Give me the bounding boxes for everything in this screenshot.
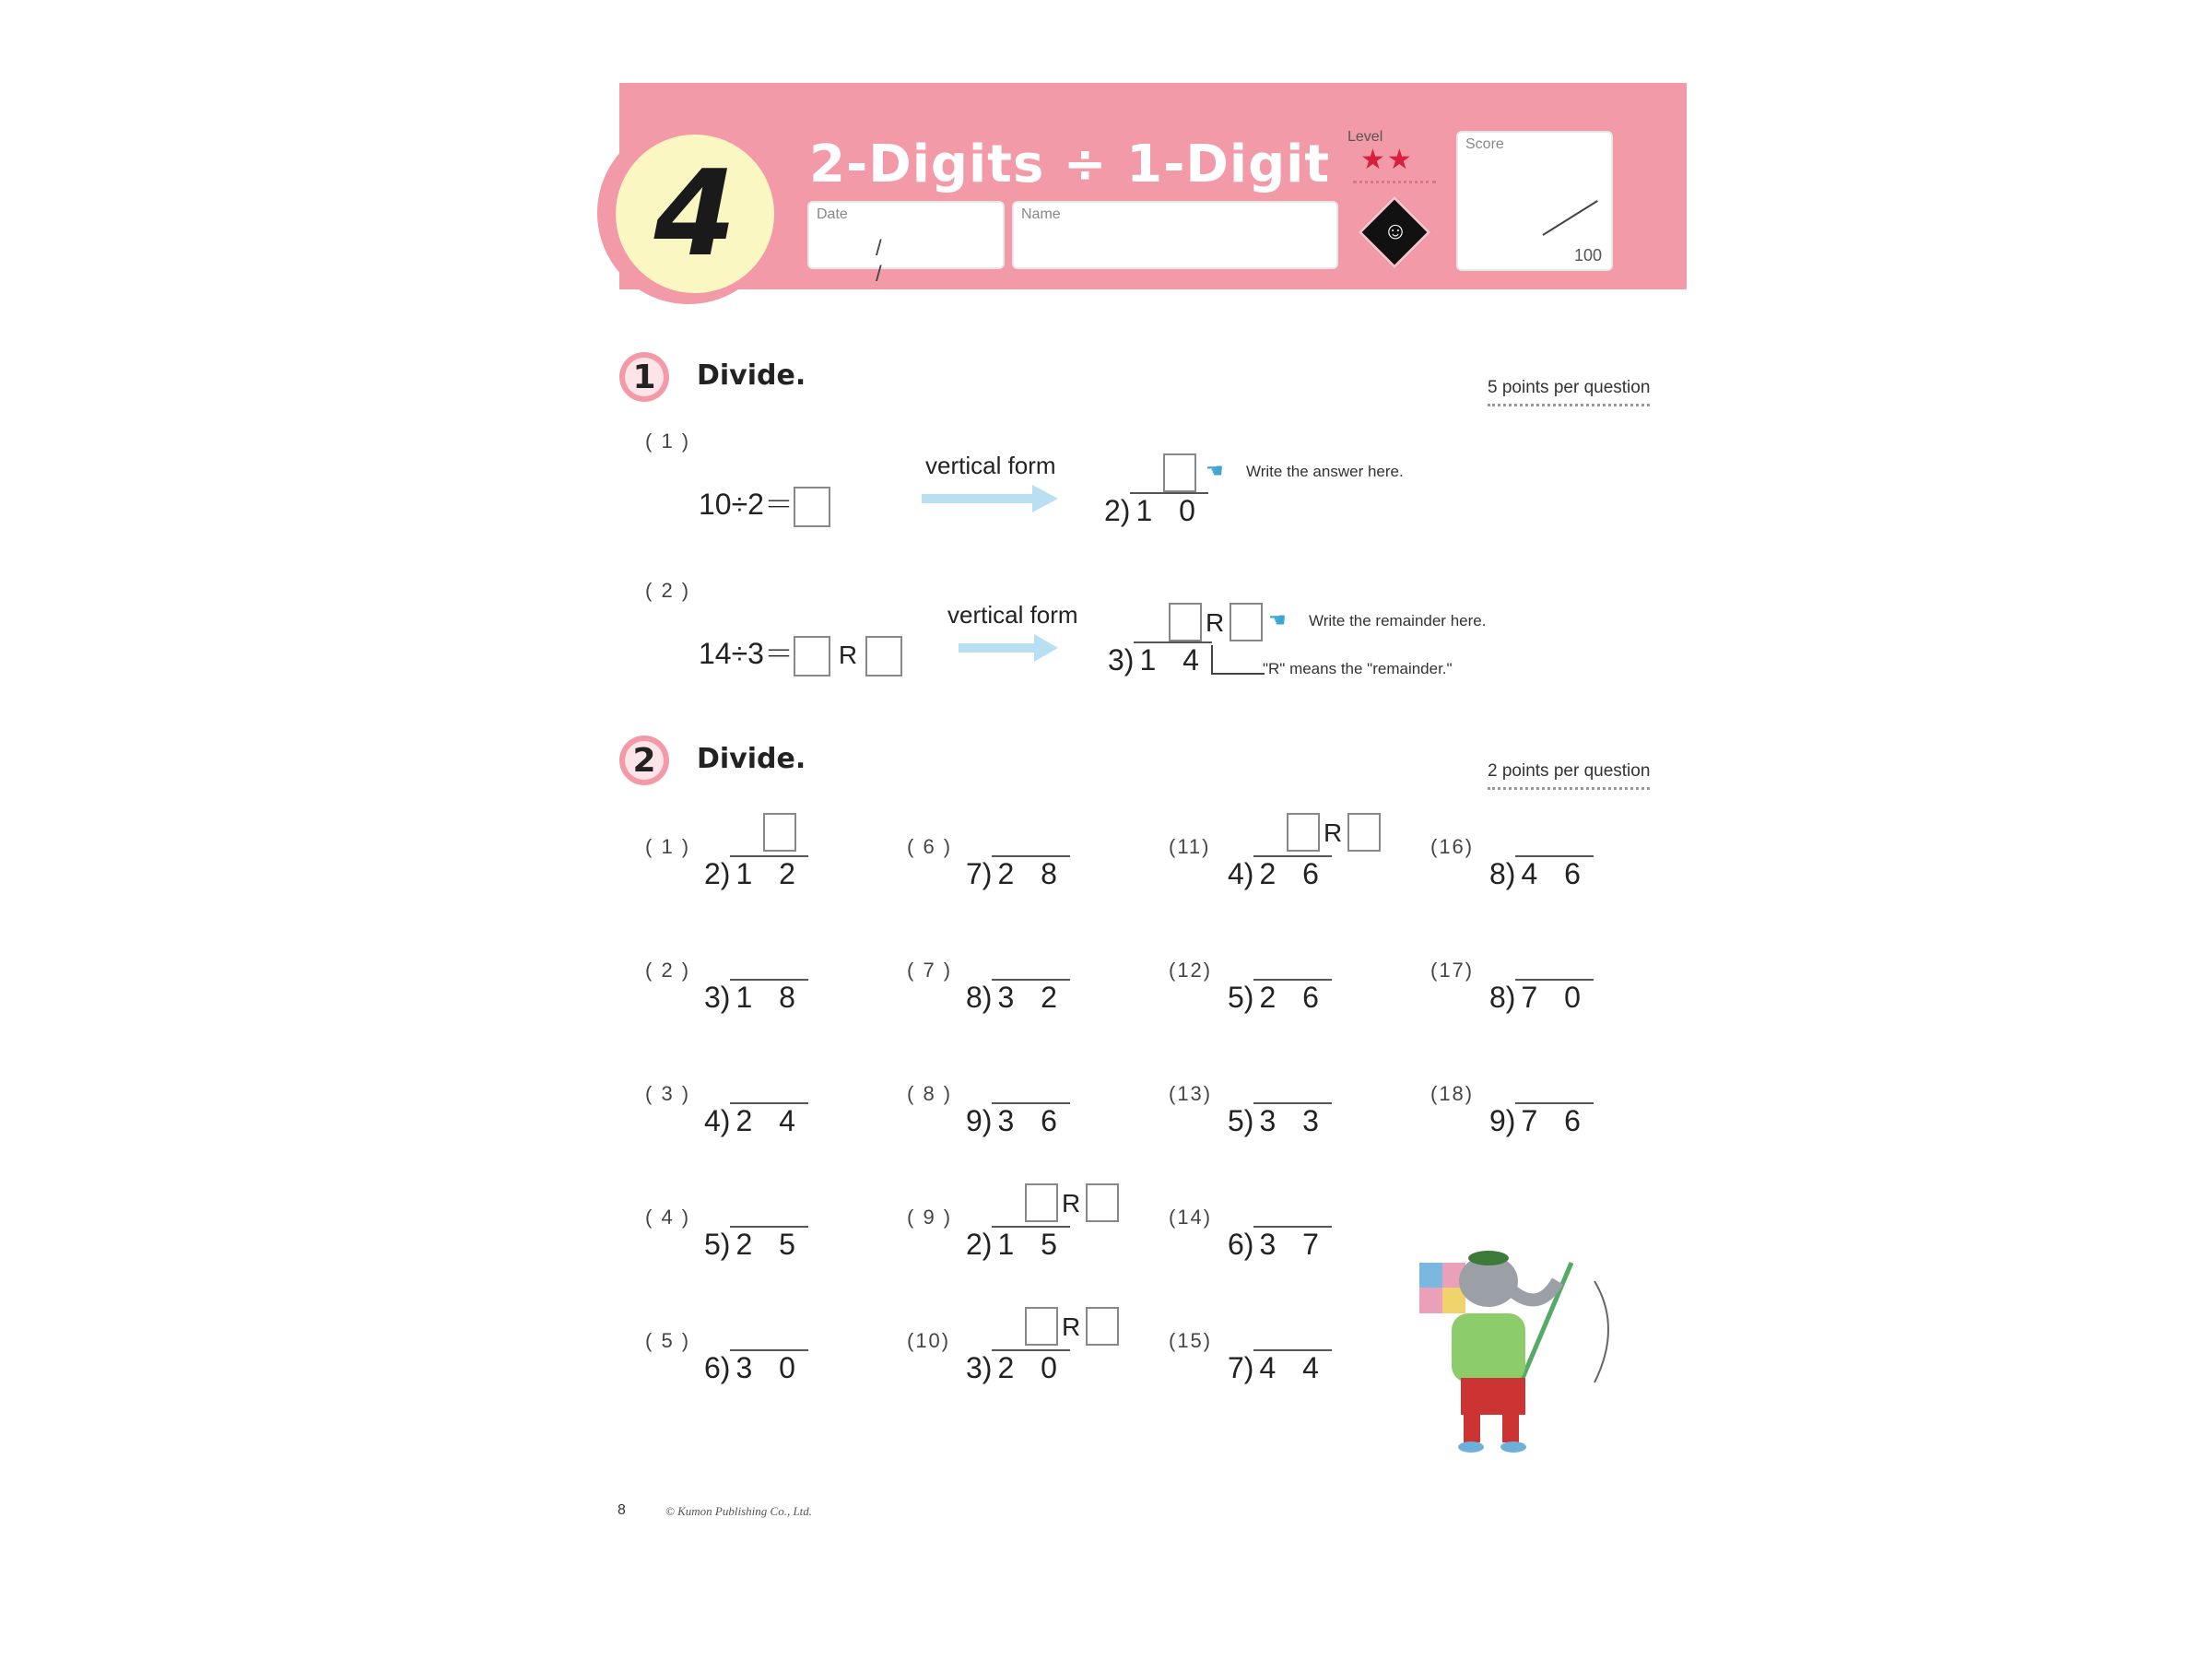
arrow-label: vertical form — [925, 452, 1056, 479]
section-2-title: Divide. — [697, 743, 806, 775]
division-bracket: ) — [982, 1104, 993, 1137]
remainder-box[interactable] — [1086, 1307, 1119, 1346]
right-arrow-icon — [922, 483, 1060, 521]
remainder-box[interactable] — [1230, 603, 1263, 641]
section-2-badge — [619, 735, 669, 785]
division-bracket: ) — [1243, 1228, 1254, 1261]
problem-label: (14) — [1169, 1206, 1213, 1229]
division-bracket: ) — [982, 981, 993, 1014]
level-stars-icon: ★★ — [1360, 145, 1414, 175]
divisor: 5 — [704, 1228, 721, 1261]
arrow-label: vertical form — [947, 601, 1078, 629]
score-fraction-line — [1542, 200, 1597, 236]
divisor: 3 — [1108, 643, 1124, 677]
remainder-box[interactable] — [1086, 1183, 1119, 1222]
divisor: 9 — [966, 1104, 982, 1137]
long-division: 3) 1 4 — [1108, 641, 1212, 677]
division-bracket: ) — [982, 1351, 993, 1384]
answer-note: Write the answer here. — [1246, 463, 1404, 480]
problem-label: (13) — [1169, 1082, 1213, 1105]
division-bracket: ) — [982, 857, 993, 890]
problem-label: (16) — [1430, 835, 1475, 858]
divisor: 5 — [1228, 981, 1244, 1014]
dividend: 1 5 — [992, 1226, 1069, 1261]
division-bracket: ) — [1243, 981, 1254, 1014]
date-slashes: / / — [876, 236, 928, 287]
page-number: 8 — [618, 1502, 626, 1518]
dividend: 3 6 — [992, 1102, 1069, 1137]
division-bracket: ) — [1505, 1104, 1516, 1137]
divisor: 4 — [1228, 857, 1244, 890]
name-label: Name — [1021, 206, 1061, 222]
dividend: 3 2 — [992, 979, 1069, 1014]
division-bracket: ) — [720, 1228, 731, 1261]
divisor: 7 — [966, 857, 982, 890]
long-division — [704, 979, 808, 1015]
problem-label: (10) — [907, 1329, 951, 1352]
problem-label: ( 2 ) — [645, 959, 691, 982]
long-division: 2) 1 0 — [1104, 492, 1208, 528]
section-1-number: 1 — [625, 358, 664, 396]
level-divider — [1353, 181, 1436, 183]
dividend: 1 0 — [1130, 492, 1207, 527]
dividend: 3 3 — [1253, 1102, 1331, 1137]
name-field[interactable] — [1012, 201, 1338, 269]
dividend: 4 6 — [1515, 855, 1593, 890]
level-label: Level — [1347, 129, 1383, 145]
quotient-box[interactable] — [1025, 1307, 1058, 1346]
long-division — [1489, 979, 1594, 1015]
division-bracket: ) — [1243, 1351, 1254, 1384]
problem-label: (17) — [1430, 959, 1475, 982]
remainder-label: R — [838, 641, 858, 669]
divisor: 3 — [966, 1351, 982, 1384]
division-bracket: ) — [1505, 981, 1516, 1014]
long-division — [966, 1226, 1070, 1262]
divisor: 6 — [1228, 1228, 1244, 1261]
division-bracket: ) — [1505, 857, 1516, 890]
divisor: 2 — [704, 857, 721, 890]
remainder-label: R — [1062, 1312, 1081, 1341]
long-division — [1228, 855, 1332, 891]
dividend: 3 0 — [730, 1349, 807, 1384]
problem-label: ( 1 ) — [645, 429, 691, 453]
date-field[interactable] — [807, 201, 1005, 287]
dividend: 4 4 — [1253, 1349, 1331, 1384]
dividend: 2 6 — [1253, 855, 1331, 890]
dividend: 2 0 — [992, 1349, 1069, 1384]
section-1-title: Divide. — [697, 359, 806, 392]
problem-label: (11) — [1169, 835, 1211, 858]
long-division — [704, 855, 808, 891]
dividend: 3 7 — [1253, 1226, 1331, 1261]
problem-label: ( 6 ) — [907, 835, 953, 858]
answer-box[interactable] — [794, 636, 830, 677]
division-bracket: ) — [1243, 1104, 1254, 1137]
remainder-label: R — [1324, 818, 1343, 847]
mascot-face-icon: ☺ — [1382, 217, 1408, 244]
section-1-points: 5 points per question — [1488, 378, 1650, 406]
dividend: 2 5 — [730, 1226, 807, 1261]
long-division — [1228, 1349, 1332, 1385]
divisor: 3 — [704, 981, 721, 1014]
divisor: 2 — [966, 1228, 982, 1261]
answer-box[interactable] — [794, 487, 830, 527]
score-label: Score — [1465, 136, 1504, 152]
problem-label: ( 8 ) — [907, 1082, 953, 1105]
divisor: 7 — [1228, 1351, 1244, 1384]
horizontal-equation — [699, 481, 830, 527]
problem-label: ( 9 ) — [907, 1206, 953, 1229]
quotient-box[interactable] — [1169, 603, 1202, 641]
page-title: 2-Digits ÷ 1-Digit — [809, 135, 1331, 194]
division-bracket: ) — [720, 857, 731, 890]
divisor: 8 — [1489, 857, 1506, 890]
dividend: 2 4 — [730, 1102, 807, 1137]
elephant-illustration — [1410, 1226, 1622, 1470]
dividend: 7 0 — [1515, 979, 1593, 1014]
long-division — [1228, 979, 1332, 1015]
pointing-hand-icon: ☚ — [1206, 459, 1224, 482]
dividend: 2 8 — [992, 855, 1069, 890]
problem-label: ( 3 ) — [645, 1082, 691, 1105]
horizontal-equation — [699, 630, 902, 677]
pointing-hand-icon: ☚ — [1268, 608, 1287, 631]
division-bracket: ) — [720, 1351, 731, 1384]
remainder-note: Write the remainder here. — [1309, 612, 1487, 629]
divisor: 8 — [1489, 981, 1506, 1014]
long-division — [704, 1102, 808, 1138]
divisor: 9 — [1489, 1104, 1506, 1137]
remainder-label: R — [1206, 608, 1225, 637]
long-division — [966, 1349, 1070, 1385]
equation-text: 10÷2＝ — [699, 488, 794, 521]
long-division — [704, 1226, 808, 1262]
problem-label: ( 1 ) — [645, 835, 691, 858]
long-division — [1228, 1226, 1332, 1262]
dividend: 1 2 — [730, 855, 807, 890]
long-division — [1489, 1102, 1594, 1138]
section-2-number: 2 — [625, 741, 664, 780]
equation-text: 14÷3＝ — [699, 637, 794, 670]
dividend: 1 8 — [730, 979, 807, 1014]
date-label: Date — [817, 206, 848, 222]
remainder-box[interactable] — [865, 636, 902, 677]
unit-number-badge — [616, 135, 774, 293]
copyright: © Kumon Publishing Co., Ltd. — [665, 1504, 813, 1518]
long-division — [1228, 1102, 1332, 1138]
long-division — [966, 1102, 1070, 1138]
long-division — [1489, 855, 1594, 891]
dividend: 7 6 — [1515, 1102, 1593, 1137]
right-arrow-icon — [959, 632, 1060, 670]
division-bracket: ) — [1243, 857, 1254, 890]
long-division — [704, 1349, 808, 1385]
quotient-box[interactable] — [1163, 453, 1196, 492]
section-1-badge — [619, 352, 669, 402]
divisor: 2 — [1104, 494, 1121, 527]
long-division — [966, 979, 1070, 1015]
problem-label: (12) — [1169, 959, 1213, 982]
dividend: 2 6 — [1253, 979, 1331, 1014]
remainder-box[interactable] — [1347, 813, 1381, 852]
r-meaning-note: "R" means the "remainder." — [1263, 660, 1453, 677]
score-field[interactable] — [1456, 131, 1613, 271]
dividend: 1 4 — [1134, 641, 1211, 677]
divisor: 5 — [1228, 1104, 1244, 1137]
problem-label: ( 4 ) — [645, 1206, 691, 1229]
problem-label: (18) — [1430, 1082, 1475, 1105]
section-2-points: 2 points per question — [1488, 761, 1650, 790]
problem-label: ( 7 ) — [907, 959, 953, 982]
long-division — [966, 855, 1070, 891]
unit-number: 4 — [653, 145, 736, 283]
pointer-bracket — [1211, 645, 1265, 675]
division-bracket: ) — [720, 981, 731, 1014]
divisor: 4 — [704, 1104, 721, 1137]
score-max: 100 — [1573, 246, 1602, 265]
remainder-label: R — [1062, 1189, 1081, 1218]
problem-label: ( 2 ) — [645, 579, 691, 602]
problem-label: (15) — [1169, 1329, 1213, 1352]
quotient-box[interactable] — [1287, 813, 1320, 852]
problem-label: ( 5 ) — [645, 1329, 691, 1352]
division-bracket: ) — [720, 1104, 731, 1137]
divisor: 8 — [966, 981, 982, 1014]
quotient-box[interactable] — [1025, 1183, 1058, 1222]
division-bracket: ) — [982, 1228, 993, 1261]
divisor: 6 — [704, 1351, 721, 1384]
quotient-box[interactable] — [763, 813, 796, 852]
